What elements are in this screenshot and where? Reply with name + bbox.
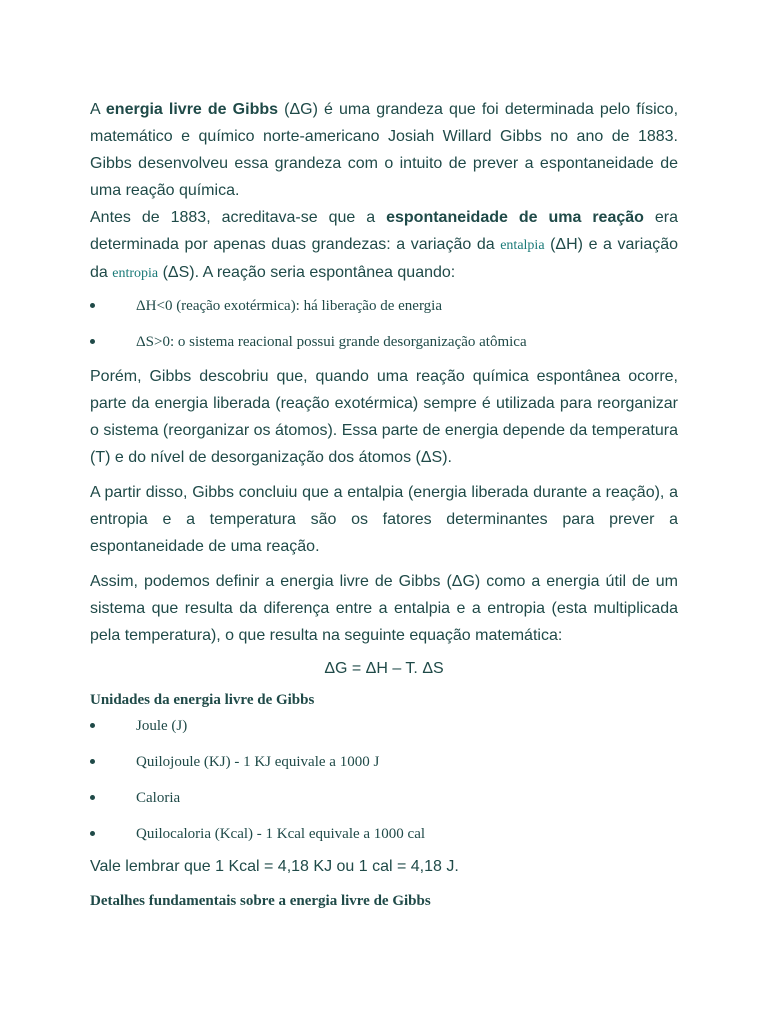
bullet-icon — [90, 303, 95, 308]
list-item — [90, 787, 678, 809]
list-item — [90, 295, 678, 317]
heading-details: Detalhes fundamentais sobre a energia livre de Gibbs — [90, 893, 431, 909]
heading-units: Unidades da energia livre de Gibbs — [90, 692, 315, 708]
list-item — [90, 331, 678, 353]
text-run: (ΔH) e a variação da — [90, 236, 679, 281]
paragraph-intro — [90, 96, 678, 204]
bullet-icon — [90, 795, 95, 800]
bullet-icon — [90, 723, 95, 728]
conditions-list — [90, 295, 678, 353]
list-item-text: Quilocaloria (Kcal) - 1 Kcal equivale a 1000 cal — [136, 826, 426, 842]
paragraph-conclusion: A partir disso, Gibbs concluiu que a entalpia (energia liberada durante a reação), a entropia e a temperatura são os fatores determinantes para prever a espontaneidade de uma reação. — [90, 484, 678, 555]
text-run: Antes de 1883, acreditava-se que a — [90, 209, 387, 226]
text-run: (ΔS). A reação seria espontânea quando: — [158, 264, 456, 281]
list-item — [90, 823, 678, 845]
list-item-text: ΔH<0 (reação exotérmica): há liberação de energia — [136, 298, 442, 314]
bold-term-spontaneity: espontaneidade de uma reação — [386, 209, 644, 226]
list-item — [90, 751, 678, 773]
bullet-icon — [90, 339, 95, 344]
list-item-text: ΔS>0: o sistema reacional possui grande desorganização atômica — [136, 334, 527, 350]
paragraph-discovery: Porém, Gibbs descobriu que, quando uma reação química espontânea ocorre, parte da energia liberada (reação exotérmica) sempre é utilizada para reorganizar o sistema (reorganizar os átomos). Essa parte de energia depende da temperatura (T) e do nível de desorganização dos átomos (ΔS). — [90, 368, 678, 466]
list-item-text: Caloria — [136, 790, 181, 806]
paragraph-definition: Assim, podemos definir a energia livre de Gibbs (ΔG) como a energia útil de um sistema que resulta da diferença entre a entalpia e a entropia (esta multiplicada pela temperatura), o que resulta na seguinte equação matemática: — [90, 573, 678, 644]
bullet-icon — [90, 759, 95, 764]
paragraph-history — [90, 204, 678, 287]
list-item-text: Joule (J) — [136, 718, 188, 734]
list-item-text: Quilojoule (KJ) - 1 KJ equivale a 1000 J — [136, 754, 380, 770]
list-item — [90, 715, 678, 737]
link-entropia[interactable]: entropia — [112, 266, 159, 281]
gibbs-equation: ΔG = ΔH – T. ΔS — [324, 660, 444, 677]
text-run: A — [90, 101, 106, 118]
bold-term-gibbs: energia livre de Gibbs — [105, 101, 279, 118]
units-list — [90, 715, 678, 845]
bullet-icon — [90, 831, 95, 836]
paragraph-note: Vale lembrar que 1 Kcal = 4,18 KJ ou 1 cal = 4,18 J. — [90, 858, 459, 875]
text-run: era determinada por apenas duas grandezas: a variação da — [90, 209, 678, 253]
text-run: (ΔG) é uma grandeza que foi determinada pelo físico, matemático e químico norte-americano Josiah Willard Gibbs no ano de 1883. Gibbs desenvolveu essa grandeza com o intuito de prever a espontaneidade de uma reação química. — [90, 101, 679, 199]
link-entalpia[interactable]: entalpia — [500, 238, 545, 253]
